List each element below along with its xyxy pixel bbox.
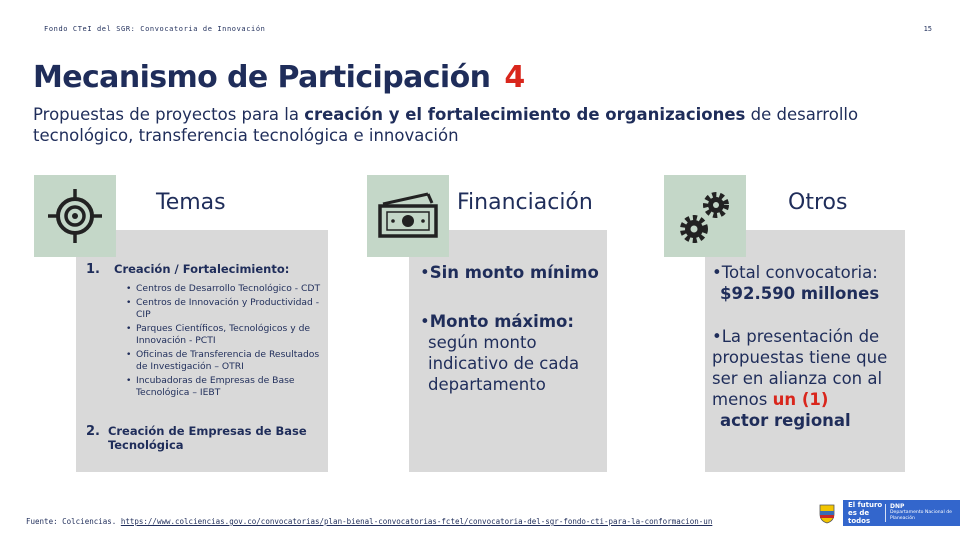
otros-total-label: Total convocatoria: <box>721 263 878 282</box>
temas-item-1 <box>86 262 326 277</box>
otros-alliance-actor: actor regional <box>720 411 851 430</box>
list-item: • Incubadoras de Empresas de Base Tecnológica – IEBT <box>126 375 326 400</box>
page-title-number: 4 <box>504 60 525 95</box>
subtitle-part1: Propuestas de proyectos para la <box>33 105 305 124</box>
dnp-name: Departamento Nacional de Planeación <box>890 510 952 521</box>
otros-total-value: $92.590 millones <box>720 284 880 303</box>
money-icon <box>374 188 442 244</box>
bullet: • <box>420 263 430 282</box>
temas-item-2-number: 2. <box>86 423 100 439</box>
subtitle-part2: de desarrollo tecnológico, transferencia tecnológica e innovación <box>33 105 859 145</box>
gov-slogan: El futuro es de todos <box>848 501 883 525</box>
otros-alliance-text: La presentación de propuestas tiene que ser en alianza con al menos <box>712 327 888 409</box>
financiacion-max-label: Monto máximo: <box>429 312 574 331</box>
list-item: • Centros de Desarrollo Tecnológico - CDT <box>126 283 326 296</box>
financiacion-min: Sin monto mínimo <box>429 263 599 282</box>
temas-item-1-title: Creación / Fortalecimiento: <box>114 262 290 276</box>
otros-heading: Otros <box>788 190 848 215</box>
temas-item-1-number: 1. <box>86 262 100 277</box>
temas-item-2-title: Creación de Empresas de Base Tecnológica <box>107 423 307 452</box>
temas-icon-box <box>34 175 116 257</box>
temas-list <box>86 262 326 452</box>
dnp-logo <box>886 504 960 522</box>
government-logo <box>843 500 960 526</box>
otros-content <box>712 262 912 431</box>
financiacion-point-1 <box>420 262 620 283</box>
otros-alliance-count: un (1) <box>772 390 829 409</box>
financiacion-heading: Financiación <box>457 190 593 215</box>
temas-item-2 <box>86 424 326 452</box>
page-title-text: Mecanismo de Participación <box>33 60 491 95</box>
bullet: • <box>420 312 430 331</box>
source-label: Fuente: Colciencias. <box>26 517 121 526</box>
coat-of-arms-icon <box>816 502 838 524</box>
gov-divider <box>885 504 886 522</box>
financiacion-point-2 <box>420 311 620 395</box>
header-presentation-title: Fondo CTeI del SGR: Convocatoria de Innovación <box>44 25 266 33</box>
temas-heading: Temas <box>156 190 226 215</box>
dnp-acronym: DNP <box>890 503 905 510</box>
source-link[interactable]: https://www.colciencias.gov.co/convocatorias/plan-bienal-convocatorias-fctel/convocatoria-del-sgr-fondo-cti-para-la-conformacion-un <box>120 517 713 526</box>
temas-item-1-sublist <box>126 283 326 400</box>
subtitle-bold: creación y el fortalecimiento de organizaciones <box>304 105 746 124</box>
list-item: • Parques Científicos, Tecnológicos y de Innovación - PCTI <box>126 323 326 348</box>
list-item: • Oficinas de Transferencia de Resultados de Investigación – OTRI <box>126 349 326 374</box>
otros-point-1 <box>712 262 912 304</box>
financiacion-icon-box <box>367 175 449 257</box>
target-icon <box>45 186 105 246</box>
page-subtitle <box>33 104 913 146</box>
bullet: • <box>712 263 722 282</box>
gears-icon <box>670 181 740 251</box>
financiacion-content <box>420 262 620 395</box>
financiacion-max-detail: según monto indicativo de cada departamento <box>428 333 580 394</box>
bullet: • <box>712 327 722 346</box>
otros-icon-box <box>664 175 746 257</box>
page-number: 15 <box>923 25 932 33</box>
list-item: • Centros de Innovación y Productividad - CIP <box>126 297 326 322</box>
source-note <box>26 517 712 526</box>
otros-point-2 <box>712 326 912 431</box>
page-title <box>33 60 525 95</box>
